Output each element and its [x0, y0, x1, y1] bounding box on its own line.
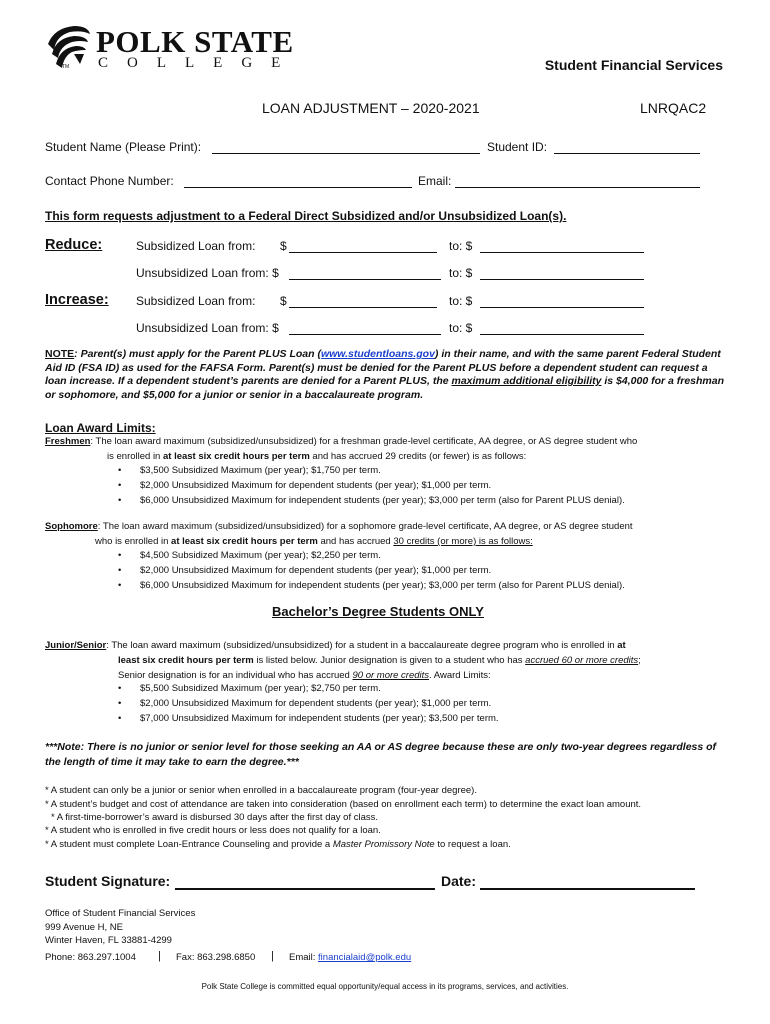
separator: |: [158, 950, 161, 962]
two-year-degree-note: ***Note: There is no junior or senior level for those seeking an AA or AS degree because these are only two-year degrees regardless of the length of time it may take to earn the degree.***: [45, 741, 717, 768]
reduce-subsidized-label: Subsidized Loan from:: [136, 239, 256, 253]
email-label: Email:: [418, 174, 452, 188]
loan-award-limits-heading: Loan Award Limits:: [45, 421, 156, 435]
list-item: • $6,000 Unsubsidized Maximum for independent students (per year); $3,000 per term (also for Parent PLUS denial).: [118, 580, 625, 591]
signature-label: Student Signature:: [45, 873, 171, 889]
junior-senior-text: is listed below. Junior designation is given to a student who has: [253, 655, 526, 666]
date-field[interactable]: [480, 888, 695, 890]
increase-subsidized-label: Subsidized Loan from:: [136, 294, 256, 308]
bachelor-heading: Bachelor’s Degree Students ONLY: [272, 604, 484, 619]
reduce-subsidized-to-field[interactable]: [480, 252, 644, 253]
list-item: • $5,500 Subsidized Maximum (per year); $2,750 per term.: [118, 683, 381, 694]
freshmen-bold: at least six credit hours per term: [162, 451, 310, 462]
increase-unsubsidized-label: Unsubsidized Loan from: $: [136, 321, 279, 335]
logo-college-text: COLLEGE: [98, 55, 300, 71]
office-phone: Phone: 863.297.1004: [45, 952, 136, 963]
list-item: • $6,000 Unsubsidized Maximum for independent students (per year); $3,000 per term (also for Parent PLUS denial).: [118, 495, 625, 506]
parent-plus-note: [45, 348, 725, 402]
junior-senior-text: ;: [638, 655, 641, 666]
fact-item: * A student must complete Loan-Entrance Counseling and provide a Master Promissory Note to request a loan.: [45, 839, 511, 850]
junior-senior-text: : The loan award maximum (subsidized/unsubsidized) for a student in a baccalaureate degree program who is enrolled in: [106, 640, 618, 651]
increase-unsubsidized-from-field[interactable]: [289, 334, 441, 335]
student-name-label: Student Name (Please Print):: [45, 140, 202, 154]
sophomore-underlined: 30 credits (or more) is as follows:: [393, 536, 533, 547]
to-label: to: $: [449, 239, 473, 253]
sophomore-label: Sophomore: [45, 521, 98, 532]
dollar-sign: $: [280, 239, 287, 253]
freshmen-text: : The loan award maximum (subsidized/unsubsidized) for a freshman grade-level certificate, AA degree, or AS degree student who: [90, 436, 638, 447]
junior-senior-text: Senior designation is for an individual who has accrued: [118, 670, 353, 681]
sophomore-bold: at least six credit hours per term: [171, 536, 318, 547]
junior-senior-underlined: 90 or more credits: [352, 670, 430, 681]
phone-field[interactable]: [184, 187, 412, 188]
reduce-label: Reduce:: [45, 237, 103, 253]
office-city: Winter Haven, FL 33881-4299: [45, 935, 172, 946]
freshmen-text: is enrolled in: [107, 451, 163, 462]
note-label: NOTE: [45, 348, 75, 360]
email-field[interactable]: [455, 187, 700, 188]
form-intro: This form requests adjustment to a Federal Direct Subsidized and/or Unsubsidized Loan(s).: [45, 209, 567, 223]
note-text: : Parent(s) must apply for the Parent PLUS Loan (: [74, 348, 321, 360]
fact-item: * A student can only be a junior or senior when enrolled in a baccalaureate program (four-year degree).: [45, 785, 477, 796]
increase-subsidized-from-field[interactable]: [289, 307, 437, 308]
dollar-sign: $: [280, 294, 287, 308]
form-code: LNRQAC2: [640, 100, 707, 116]
note-text: is $4,000 for a freshman or sophomore, and $5,000 for a junior or senior in a baccalaureate program.: [45, 375, 725, 401]
form-title: LOAN ADJUSTMENT – 2020-2021: [262, 100, 480, 116]
sophomore-text: : The loan award maximum (subsidized/unsubsidized) for a sophomore grade-level certificate, AA degree, or AS degree student: [97, 521, 633, 532]
sophomore-paragraph: [45, 519, 735, 549]
fact-item: * A first-time-borrower’s award is disbursed 30 days after the first day of class.: [51, 812, 379, 823]
freshmen-bullets: [118, 463, 625, 508]
reduce-unsubsidized-to-field[interactable]: [480, 279, 644, 280]
student-id-field[interactable]: [554, 153, 700, 154]
department-name: Student Financial Services: [544, 57, 723, 73]
sophomore-bullets: [118, 548, 625, 593]
to-label: to: $: [449, 266, 473, 280]
list-item: • $4,500 Subsidized Maximum (per year); $2,250 per term.: [118, 550, 381, 561]
to-label: to: $: [449, 294, 473, 308]
equal-opportunity-footer: Polk State College is committed equal opportunity/equal access in its programs, services, and activities.: [201, 982, 569, 991]
to-label: to: $: [449, 321, 473, 335]
list-item: • $2,000 Unsubsidized Maximum for dependent students (per year); $1,000 per term.: [118, 698, 492, 709]
freshmen-text: and has accrued 29 credits (or fewer) is as follows:: [309, 451, 527, 462]
junior-senior-bold: at: [617, 640, 626, 651]
student-name-field[interactable]: [212, 153, 480, 154]
freshmen-paragraph: [45, 434, 735, 464]
reduce-unsubsidized-label: Unsubsidized Loan from: $: [136, 266, 279, 280]
junior-senior-bullets: [118, 681, 499, 726]
office-fax: Fax: 863.298.6850: [176, 952, 256, 963]
office-email: Email: financialaid@polk.edu: [289, 952, 412, 963]
list-item: • $2,000 Unsubsidized Maximum for dependent students (per year); $1,000 per term.: [118, 565, 492, 576]
phone-label: Contact Phone Number:: [45, 174, 174, 188]
sophomore-text: and has accrued: [317, 536, 394, 547]
increase-label: Increase:: [45, 292, 109, 308]
junior-senior-label: Junior/Senior: [45, 640, 107, 651]
signature-field[interactable]: [175, 888, 435, 890]
sophomore-text: who is enrolled in: [95, 536, 172, 547]
increase-unsubsidized-to-field[interactable]: [480, 334, 644, 335]
list-item: • $2,000 Unsubsidized Maximum for dependent students (per year); $1,000 per term.: [118, 480, 492, 491]
reduce-subsidized-from-field[interactable]: [289, 252, 437, 253]
logo-wordmark: POLK STATE: [96, 24, 294, 59]
fact-item: * A student’s budget and cost of attendance are taken into consideration (based on enrollment each term) to determine the exact loan amount.: [45, 799, 642, 810]
freshmen-label: Freshmen: [45, 436, 91, 447]
note-underlined: maximum additional eligibility: [451, 375, 602, 387]
junior-senior-bold: least six credit hours per term: [118, 655, 254, 666]
list-item: • $7,000 Unsubsidized Maximum for independent students (per year); $3,500 per term.: [118, 713, 499, 724]
note-text: ) in their name, and with the same parent Federal Student Aid ID (FSA ID) as used for the FAFSA Form. Parent(s) must be denied for the Parent PLUS before a dependent student can request a loan increase. If a dependent student’s parents are denied for a Parent PLUS, the: [45, 348, 721, 387]
logo-trademark: TM: [62, 64, 70, 70]
date-label: Date:: [441, 873, 477, 889]
separator: |: [271, 950, 274, 962]
reduce-unsubsidized-from-field[interactable]: [289, 279, 441, 280]
email-link[interactable]: financialaid@polk.edu: [318, 952, 412, 963]
increase-subsidized-to-field[interactable]: [480, 307, 644, 308]
student-id-label: Student ID:: [487, 140, 548, 154]
office-name: Office of Student Financial Services: [45, 908, 196, 919]
junior-senior-text: . Award Limits:: [429, 670, 491, 681]
list-item: • $3,500 Subsidized Maximum (per year); $1,750 per term.: [118, 465, 381, 476]
studentloans-link[interactable]: www.studentloans.gov: [320, 348, 435, 360]
junior-senior-underlined: accrued 60 or more credits: [525, 655, 639, 666]
office-street: 999 Avenue H, NE: [45, 922, 123, 933]
fact-item: * A student who is enrolled in five credit hours or less does not qualify for a loan.: [45, 825, 381, 836]
junior-senior-paragraph: [45, 638, 735, 683]
